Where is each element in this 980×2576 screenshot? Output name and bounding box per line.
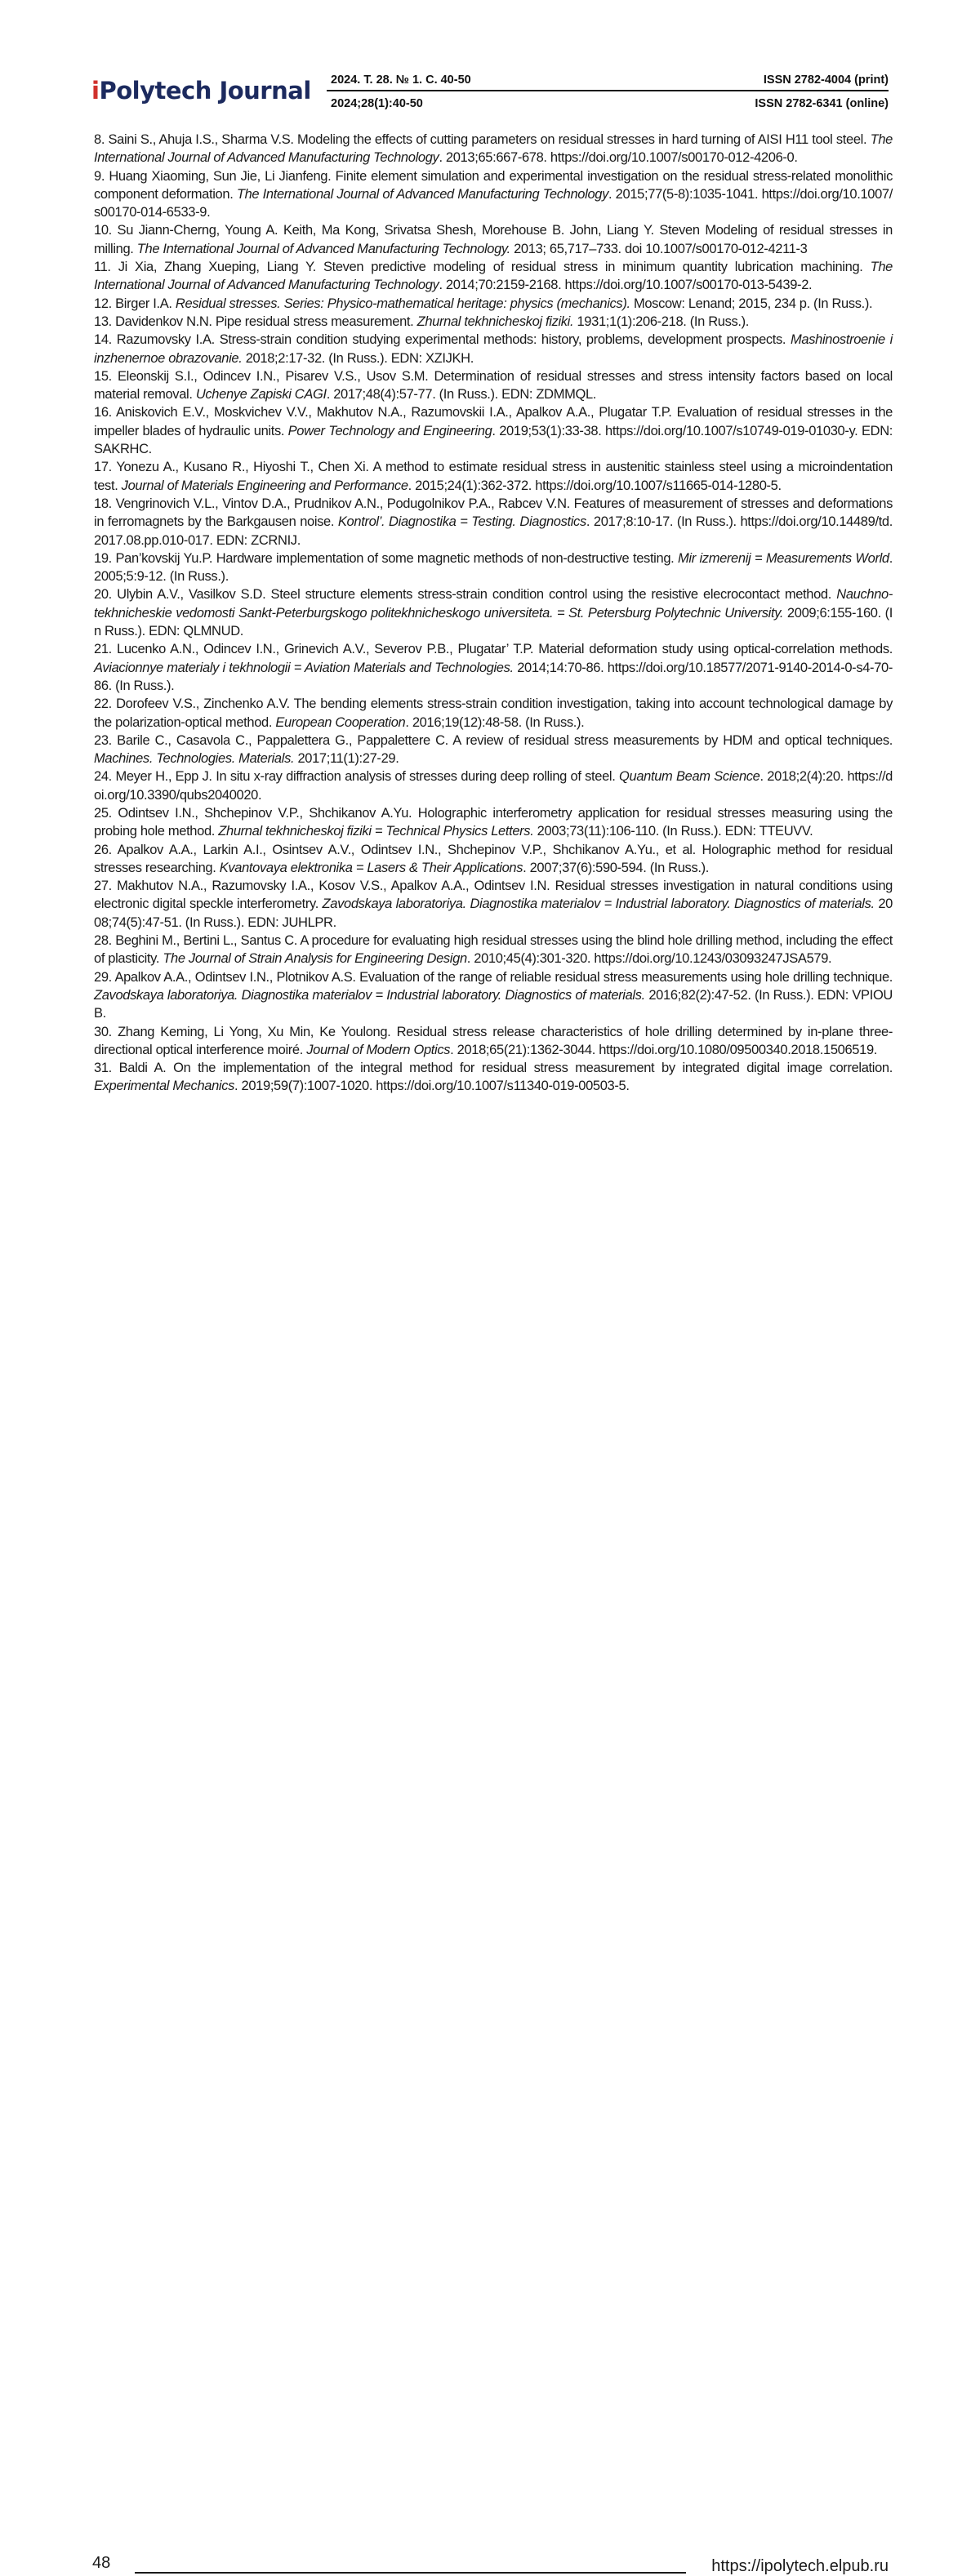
reference-item: [94, 1023, 893, 1060]
reference-authors-title: 13. Davidenkov N.N. Pipe residual stress measurement.: [94, 314, 417, 329]
reference-authors-title: 23. Barile C., Casavola C., Pappalettera G., Pappalettere C. A review of residual stress measurements by HDM and optical techniques.: [94, 732, 893, 748]
logo-text: Polytech Journal: [99, 77, 311, 105]
reference-details: . 2015;77(5-8):1035-1041. https://doi.org/10.1007/s00170-014-6533-9.: [94, 186, 893, 220]
reference-authors-title: 15. Eleonskij S.I., Odincev I.N., Pisarev V.S., Usov S.M. Determination of residual stresses and stress intensity factors based on local material removal.: [94, 368, 893, 403]
reference-source: The Journal of Strain Analysis for Engineering Design: [163, 951, 467, 967]
reference-source: The International Journal of Advanced Manufacturing Technology: [236, 186, 609, 202]
issn-print: ISSN 2782-4004 (print): [763, 73, 889, 87]
reference-item: [94, 295, 893, 313]
reference-source: Uchenye Zapiski CAGI: [195, 387, 327, 403]
reference-details: . 2017;48(4):57-77. (In Russ.). EDN: ZDMMQL.: [326, 387, 597, 403]
reference-details: 2003;73(11):106-110. (In Russ.). EDN: TTEUVV.: [533, 824, 813, 839]
reference-authors-title: 24. Meyer H., Epp J. In situ x-ray diffraction analysis of stresses during deep rolling of steel.: [94, 769, 620, 785]
reference-item: [94, 131, 893, 167]
reference-source: Zhurnal tekhnicheskoj fiziki.: [416, 314, 574, 329]
reference-source: The International Journal of Advanced Manufacturing Technology: [94, 132, 893, 166]
reference-details: . 2018;65(21):1362-3044. https://doi.org/10.1080/09500340.2018.1506519.: [450, 1042, 878, 1057]
reference-authors-title: 11. Ji Xia, Zhang Xueping, Liang Y. Steven predictive modeling of residual stress in minimum quantity lubrication machining.: [94, 260, 871, 275]
reference-source: The International Journal of Advanced Manufacturing Technology: [94, 260, 893, 293]
reference-details: 2016;82(2):47-52. (In Russ.). EDN: VPIOUB.: [94, 987, 893, 1021]
reference-details: . 2014;70:2159-2168. https://doi.org/10.1007/s00170-013-5439-2.: [439, 278, 813, 293]
reference-item: [94, 167, 893, 222]
reference-details: . 2015;24(1):362-372. https://doi.org/10.1007/s11665-014-1280-5.: [408, 478, 782, 493]
reference-details: 2018;2:17-32. (In Russ.). EDN: XZIJKH.: [242, 350, 474, 366]
page-footer: [0, 1274, 980, 2575]
reference-item: [94, 403, 893, 458]
reference-item: [94, 1059, 893, 1096]
page-number: 48: [92, 2554, 111, 2572]
reference-source: Zavodskaya laboratoriya. Diagnostika materialov = Industrial laboratory. Diagnostics of materials.: [322, 896, 875, 912]
reference-authors-title: 18. Vengrinovich V.L., Vintov D.A., Prudnikov A.N., Podugolnikov P.A., Rabcev V.N. Features of measurement of stresses and deformations in ferromagnets by the Barkgausen noise.: [94, 496, 893, 530]
reference-item: [94, 549, 893, 586]
reference-details: 1931;1(1):206-218. (In Russ.).: [573, 314, 750, 329]
reference-authors-title: 26. Apalkov A.A., Larkin A.I., Osintsev A.V., Odintsev I.N., Shchepinov V.P., Shchikanov A.Yu., et al. Holographic method for residual stresses researching.: [94, 842, 893, 875]
reference-authors-title: 22. Dorofeev V.S., Zinchenko A.V. The bending elements stress-strain condition investigation, taking into account technological damage by the polarization-optical method.: [94, 696, 893, 730]
reference-source: Kontrol’. Diagnostika = Testing. Diagnostics: [337, 514, 586, 530]
reference-authors-title: 27. Makhutov N.A., Razumovsky I.A., Kosov V.S., Apalkov A.A., Odintsev I.N. Residual stresses investigation in natural conditions using electronic digital speckle interferometry.: [94, 879, 893, 912]
reference-details: . 2019;53(1):33-38. https://doi.org/10.1007/s10749-019-01030-y. EDN: SAKRHC.: [94, 423, 893, 457]
footer-divider: [135, 2572, 686, 2574]
issn-online: ISSN 2782-6341 (online): [755, 97, 889, 110]
reference-authors-title: 14. Razumovsky I.A. Stress-strain condition studying experimental methods: history, problems, development prospects.: [94, 332, 791, 348]
reference-item: [94, 877, 893, 932]
reference-source: Power Technology and Engineering: [287, 423, 492, 438]
reference-authors-title: 9. Huang Xiaoming, Sun Jie, Li Jianfeng. Finite element simulation and experimental investigation on the residual stress-related monolithic component deformation.: [94, 168, 893, 202]
reference-details: . 2005;5:9-12. (In Russ.).: [94, 550, 893, 585]
reference-source: Aviacionnye materialy i tekhnologii = Aviation Materials and Technologies.: [94, 660, 514, 675]
reference-source: Zhurnal tekhnicheskoj fiziki = Technical Physics Letters.: [218, 824, 534, 839]
reference-details: . 2010;45(4):301-320. https://doi.org/10.1243/03093247JSA579.: [466, 951, 832, 967]
reference-item: [94, 221, 893, 258]
reference-details: 2013; 65,717–733. doi 10.1007/s00170-012-4211-3: [510, 241, 808, 256]
reference-source: Zavodskaya laboratoriya. Diagnostika materialov = Industrial laboratory. Diagnostics of materials.: [94, 987, 645, 1003]
journal-logo: [91, 77, 311, 105]
reference-authors-title: 8. Saini S., Ahuja I.S., Sharma V.S. Modeling the effects of cutting parameters on residual stresses in hard turning of AISI H11 tool steel.: [94, 132, 871, 147]
reference-item: [94, 695, 893, 732]
journal-url: https://ipolytech.elpub.ru: [711, 2557, 889, 2575]
reference-source: Journal of Modern Optics: [306, 1042, 451, 1057]
reference-authors-title: 29. Apalkov A.A., Odintsev I.N., Plotnikov A.S. Evaluation of the range of reliable residual stress measurements using hole drilling technique.: [94, 969, 893, 985]
reference-authors-title: 20. Ulybin A.V., Vasilkov S.D. Steel structure elements stress-strain condition control using the resistive elecrocontact method.: [94, 587, 837, 603]
reference-authors-title: 21. Lucenko A.N., Odincev I.N., Grinevich A.V., Severov P.B., Plugatar’ T.P. Material deformation study using optical-correlation methods.: [94, 642, 893, 657]
reference-source: Nauchno-tekhnicheskie vedomosti Sankt-Peterburgskogo politekhnicheskogo universiteta. = St. Petersburg Polytechnic University.: [94, 587, 893, 621]
reference-item: [94, 367, 893, 404]
reference-source: European Cooperation: [275, 714, 406, 730]
reference-item: [94, 585, 893, 640]
reference-authors-title: 10. Su Jiann-Cherng, Young A. Keith, Ma Kong, Srivatsa Shesh, Morehouse B. John, Liang Y. Steven Modeling of residual stresses in milling.: [94, 223, 893, 256]
reference-authors-title: 25. Odintsev I.N., Shchepinov V.P., Shchikanov A.Yu. Holographic interferometry application for residual stresses measuring using the probing hole method.: [94, 805, 893, 839]
citation-print: 2024. Т. 28. № 1. С. 40-50: [331, 73, 471, 87]
reference-source: Machines. Technologies. Materials.: [94, 751, 295, 767]
reference-details: . 2013;65:667-678. https://doi.org/10.1007/s00170-012-4206-0.: [439, 150, 798, 166]
reference-source: Mir izmerenij = Measurements World: [678, 550, 889, 566]
header-divider: [327, 90, 889, 91]
reference-authors-title: 12. Birger I.A.: [94, 296, 176, 311]
reference-details: . 2019;59(7):1007-1020. https://doi.org/10.1007/s11340-019-00503-5.: [234, 1079, 630, 1094]
reference-authors-title: 17. Yonezu A., Kusano R., Hiyoshi T., Chen Xi. A method to estimate residual stress in austenitic stainless steel using a microindentation test.: [94, 460, 893, 493]
page-header: [0, 0, 980, 122]
reference-source: Residual stresses. Series: Physico-mathematical heritage: physics (mechanics).: [175, 296, 630, 311]
reference-source: Kvantovaya elektronika = Lasers & Their Applications: [219, 860, 523, 875]
reference-item: [94, 804, 893, 841]
reference-authors-title: 30. Zhang Keming, Li Yong, Xu Min, Ke Youlong. Residual stress release characteristics of hole drilling determined by in-plane three-directional optical interference moiré.: [94, 1024, 893, 1057]
reference-item: [94, 331, 893, 367]
reference-details: Moscow: Lenand; 2015, 234 p. (In Russ.).: [630, 296, 873, 311]
reference-item: [94, 932, 893, 968]
reference-source: The International Journal of Advanced Manufacturing Technology.: [136, 241, 510, 256]
reference-authors-title: 16. Aniskovich E.V., Moskvichev V.V., Makhutov N.A., Razumovskii I.A., Apalkov A.A., Plugatar T.P. Evaluation of residual stresses in the impeller blades of hydraulic units.: [94, 405, 893, 438]
reference-authors-title: 28. Beghini M., Bertini L., Santus C. A procedure for evaluating high residual stresses using the blind hole drilling method, including the effect of plasticity.: [94, 933, 893, 967]
reference-item: [94, 732, 893, 768]
reference-list: [94, 131, 893, 1096]
reference-details: . 2018;2(4):20. https://doi.org/10.3390/qubs2040020.: [94, 769, 893, 803]
reference-item: [94, 495, 893, 549]
reference-details: . 2016;19(12):48-58. (In Russ.).: [405, 714, 585, 730]
reference-authors-title: 31. Baldi A. On the implementation of the integral method for residual stress measurement by integrated digital image correlation.: [94, 1061, 893, 1076]
reference-details: 2014;14:70-86. https://doi.org/10.18577/2071-9140-2014-0-s4-70-86. (In Russ.).: [94, 660, 893, 693]
citation-online: 2024;28(1):40-50: [331, 97, 423, 110]
reference-details: . 2007;37(6):590-594. (In Russ.).: [523, 860, 709, 875]
reference-item: [94, 968, 893, 1023]
reference-source: Quantum Beam Science: [619, 769, 760, 785]
reference-item: [94, 841, 893, 878]
reference-details: 2008;74(5):47-51. (In Russ.). EDN: JUHLPR.: [94, 896, 893, 930]
reference-item: [94, 258, 893, 295]
reference-source: Journal of Materials Engineering and Performance: [121, 478, 408, 493]
reference-item: [94, 640, 893, 695]
reference-details: 2017;11(1):27-29.: [294, 751, 399, 767]
reference-authors-title: 19. Pan’kovskij Yu.P. Hardware implementation of some magnetic methods of non-destructive testing.: [94, 550, 678, 566]
reference-source: Mashinostroenie i inzhenernoe obrazovanie.: [94, 332, 893, 366]
reference-item: [94, 458, 893, 495]
reference-item: [94, 767, 893, 804]
logo-prefix: i: [91, 77, 100, 105]
reference-source: Experimental Mechanics: [94, 1079, 235, 1094]
reference-details: . 2017;8:10-17. (In Russ.). https://doi.org/10.14489/td.2017.08.pp.010-017. EDN: ZCRNIJ.: [94, 514, 893, 548]
reference-item: [94, 313, 893, 331]
reference-details: 2009;6:155-160. (In Russ.). EDN: QLMNUD.: [94, 605, 893, 639]
